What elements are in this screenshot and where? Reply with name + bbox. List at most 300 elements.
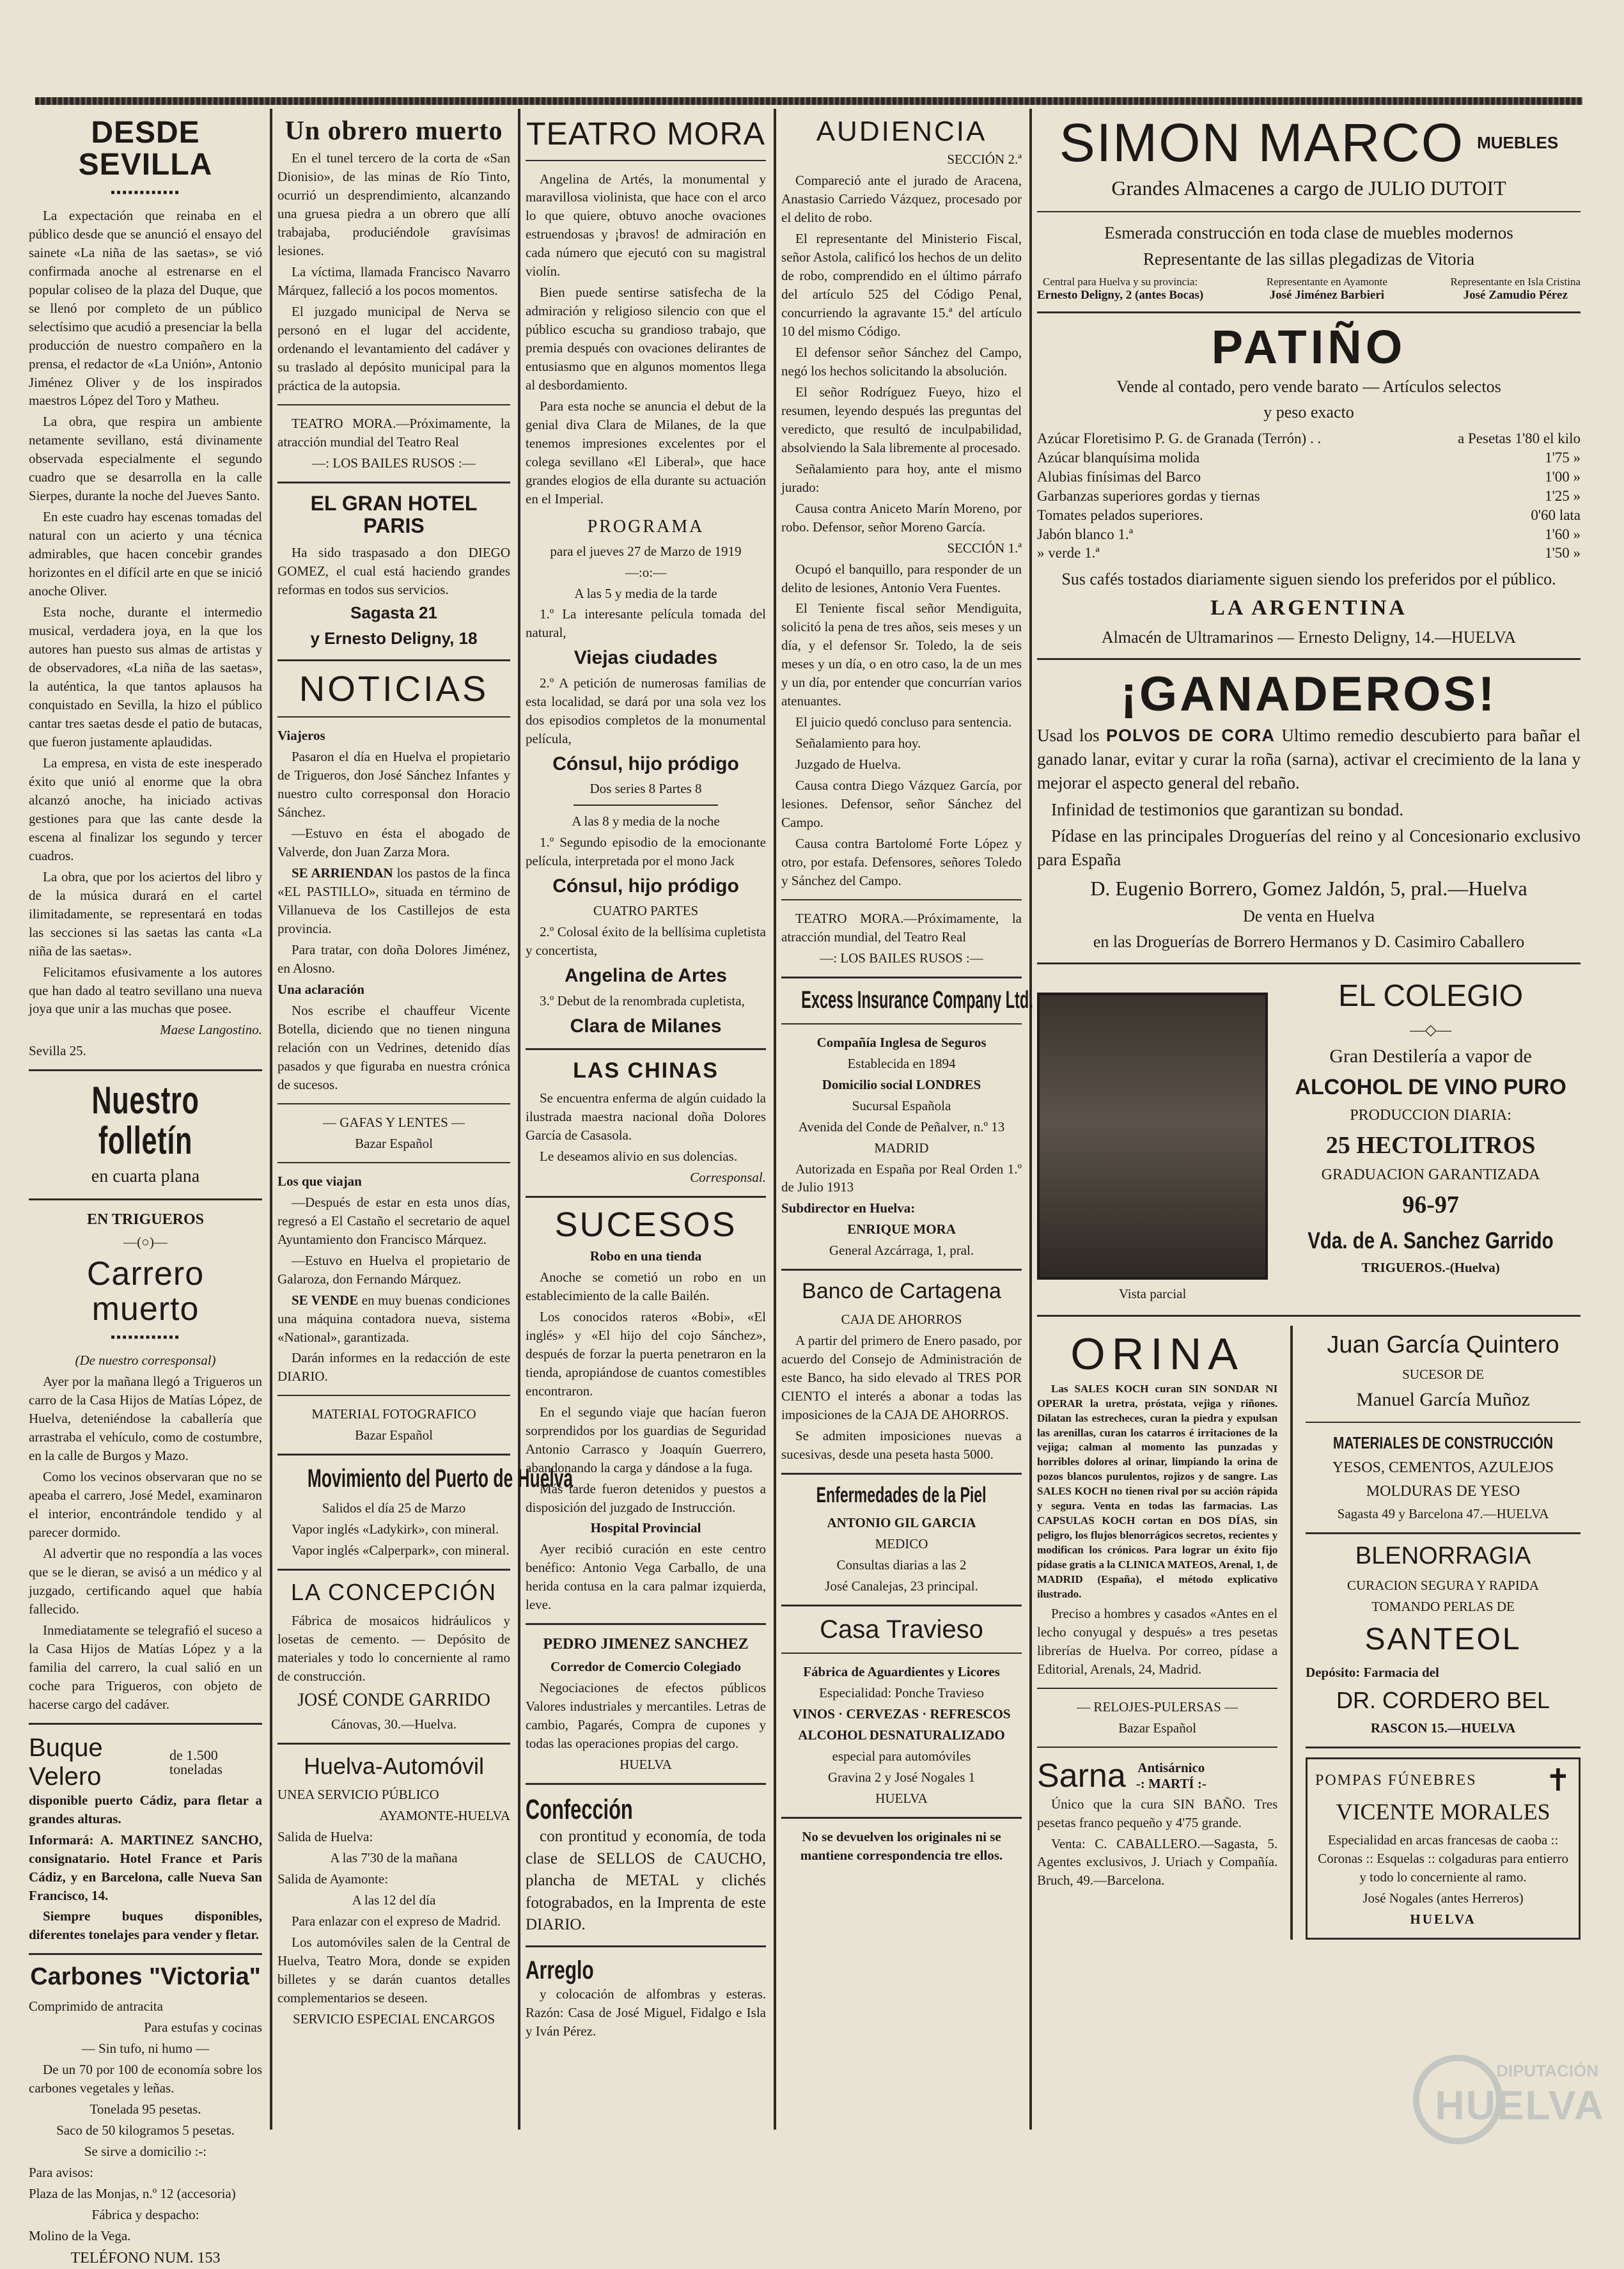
ad-line-text: Vda. de A. Sanchez Garrido xyxy=(1308,1227,1554,1253)
divider xyxy=(781,899,1022,900)
paragraph: El señor Rodríguez Fueyo, hizo el resumen, leyendo después las preguntas del veredicto, que resultó de inculpabilidad, absolviendo la Sala libremente al procesado. xyxy=(781,384,1022,455)
paragraph: El juicio quedó concluso para sentencia. xyxy=(795,714,1012,730)
program-note: Dos series 8 Partes 8 xyxy=(589,781,702,797)
ad-line: Subdirector en Huelva: xyxy=(781,1200,916,1216)
ad-line: Plaza de las Monjas, n.º 12 (accesoria) xyxy=(29,2185,236,2201)
paragraph: Darán informes en la redacción de este DIARIO. xyxy=(277,1350,510,1385)
paragraph: Infinidad de testimonios que garantizan su bondad. xyxy=(1051,799,1404,819)
ad-line: Cánovas, 30.—Huelva. xyxy=(331,1716,457,1732)
column-rule xyxy=(1290,1326,1293,1939)
paragraph: —Después de estar en esta unos días, regresó a El Castaño el secretario de aquel Ayuntamiento don Francisco Márquez. xyxy=(277,1194,510,1247)
paragraph: TEATRO MORA.—Próximamente, la atracción mundial, del Teatro Real xyxy=(781,911,1022,945)
ad-line: VICENTE MORALES xyxy=(1336,1798,1550,1825)
ad-line: José Nogales (antes Herreros) xyxy=(1362,1890,1524,1906)
photo-caption: Vista parcial xyxy=(1118,1286,1187,1302)
price-item-name: Azúcar blanquísima molida xyxy=(1037,449,1200,466)
address: y Ernesto Deligny, 18 xyxy=(310,628,478,648)
divider xyxy=(277,1454,510,1456)
ad-title: Huelva-Automóvil xyxy=(303,1753,485,1780)
paragraph: La víctima, llamada Francisco Navarro Márquez, falleció a los pocos momentos. xyxy=(277,263,510,298)
paragraph: Vapor inglés «Ladykirk», con mineral. xyxy=(292,1521,499,1537)
price-item-price: 1'25 » xyxy=(1545,487,1581,504)
divider xyxy=(29,1953,262,1955)
rep-label: Representante en Isla Cristina xyxy=(1450,275,1581,288)
ad-line: General Azcárraga, 1, pral. xyxy=(829,1243,974,1259)
price-item-price: 1'50 » xyxy=(1545,545,1581,561)
paragraph: Felicitamos efusivamente a los autores que han dado al teatro sevillano una nueva joya que unir a las muchas que posee. xyxy=(29,964,262,1017)
product-name: POLVOS DE CORA xyxy=(1105,725,1275,745)
divider xyxy=(1037,962,1581,964)
paragraph: Negociaciones de efectos públicos Valores industriales y mercantiles. Letras de cambio, Pagarés, Compra de cupones y todas las operaciones propias del cargo. xyxy=(526,1680,766,1752)
paragraph-text: Usad los xyxy=(1037,725,1106,745)
paragraph: Venta: C. CABALLERO.—Sagasta, 5. Agentes exclusivos, J. Uriach y Compañía. Bruch, 49.—Barcelona. xyxy=(1037,1835,1278,1888)
paragraph xyxy=(277,1291,510,1347)
paragraph: En el segundo viaje que hacían fueron sorprendidos por los guardias de Seguridad Antonio Carrasco y Joaquín Guerrero, abandonando la carga y dándose a la fuga. xyxy=(526,1404,766,1475)
paragraph: En este cuadro hay escenas tomadas del natural con un acierto y una técnica admirables, que hacen concebir grandes horizontes en el difícil arte en que se inició anoche Oliver. xyxy=(29,509,262,599)
ad-line: ENRIQUE MORA xyxy=(847,1221,956,1237)
ad-line: A las 12 del día xyxy=(352,1892,436,1908)
divider xyxy=(1306,1422,1581,1423)
paragraph: Ayer por la mañana llegó a Trigueros un carro de la Casa Hijos de Matías López, de Huelva, deteniéndose la caballería que arrastraba el vehículo, como de costumbre, en la calle de Burgos y Mazo. xyxy=(29,1374,262,1464)
kicker: EN TRIGUEROS xyxy=(87,1211,204,1228)
ad-line: Comprimido de antracita xyxy=(29,1998,163,2014)
divider xyxy=(781,1605,1022,1606)
article-title: Un obrero muerto xyxy=(285,116,503,146)
ad-title: SIMON MARCO xyxy=(1059,113,1465,173)
ad-line: Depósito: Farmacia del xyxy=(1306,1665,1439,1681)
paragraph-text: los pastos de la finca «EL PASTILLO», situada en término de Villanueva de los Castillejos de esta provincia. xyxy=(277,865,510,937)
program-item: 2.º Colosal éxito de la bellísima cupletista y concertista, xyxy=(526,924,766,959)
paragraph: Se encuentra enferma de algún cuidado la ilustrada maestra nacional doña Dolores García de Casasola. xyxy=(526,1090,766,1143)
program-session: A las 5 y media de la tarde xyxy=(574,585,717,601)
ad-line: PRODUCCION DIARIA: xyxy=(1350,1106,1511,1124)
divider xyxy=(277,716,510,718)
ad-line: Bazar Español xyxy=(355,1427,433,1443)
paragraph: Para tratar, con doña Dolores Jiménez, en Alosno. xyxy=(277,942,510,977)
ad-line: Salida de Huelva: xyxy=(277,1828,373,1844)
column-5 xyxy=(1037,112,1581,2142)
price-item-name: Jabón blanco 1.ª xyxy=(1037,526,1134,542)
ad-sub: MUEBLES xyxy=(1477,133,1559,152)
ad-line: UNEA SERVICIO PÚBLICO xyxy=(277,1786,439,1802)
ad-title: Arreglo xyxy=(526,1956,594,1984)
paragraph: TEATRO MORA.—Próximamente, la atracción mundial del Teatro Real xyxy=(277,415,510,450)
ad-line: en las Droguerías de Borrero Hermanos y D. Casimiro Caballero xyxy=(1093,932,1525,952)
paragraph: Los conocidos rateros «Bobi», «El inglés» y «El hijo del cojo Sánchez», después de forzar la puerta penetraron en la tienda, apropiándose de cuantos comestibles encontraron. xyxy=(526,1308,766,1399)
ad-line: DR. CORDERO BEL xyxy=(1336,1687,1550,1714)
divider xyxy=(1306,1747,1581,1748)
subhead: Robo en una tienda xyxy=(589,1248,702,1264)
watermark-text: HUELVA xyxy=(1435,2082,1605,2128)
ad-line: Especialidad: Ponche Travieso xyxy=(819,1684,984,1700)
divider xyxy=(1037,658,1581,660)
price-item-price: 1'75 » xyxy=(1545,449,1581,466)
paragraph: Nos escribe el chauffeur Vicente Botella, diciendo que no tienen ninguna relación con un Vedrines, detenido días pasados y que figuraba en nuestra crónica de sucesos. xyxy=(277,1002,510,1092)
ad-line: Esmerada construcción en toda clase de muebles modernos xyxy=(1104,223,1513,243)
price-item-price: 0'60 lata xyxy=(1531,506,1581,523)
price-item-price: 1'60 » xyxy=(1545,526,1581,542)
signature: Maese Langostino. xyxy=(160,1022,262,1038)
ad-line: Se sirve a domicilio :-: xyxy=(84,2144,207,2159)
ad-line: ALCOHOL DESNATURALIZADO xyxy=(798,1727,1005,1743)
paragraph: Causa contra Diego Vázquez García, por lesiones. Defensor, señor Sánchez del Campo. xyxy=(781,778,1022,831)
ad-line: TOMANDO PERLAS DE xyxy=(1371,1599,1515,1615)
paragraph: Juzgado de Huelva. xyxy=(795,757,902,773)
column-1 xyxy=(29,112,262,2266)
ad-title: Casa Travieso xyxy=(820,1615,983,1644)
ad-line: Molino de la Vega. xyxy=(29,2227,131,2243)
price-row xyxy=(1037,506,1581,525)
program-item: 1.º Segundo episodio de la emocionante película, interpretada por el mono Jack xyxy=(526,835,766,868)
subhead: Hospital Provincial xyxy=(590,1520,701,1536)
film-title: Viejas ciudades xyxy=(574,647,718,669)
subhead: Los que viajan xyxy=(277,1173,362,1189)
ad-line: Fábrica de Aguardientes y Licores xyxy=(803,1663,1000,1679)
ad-title: Banco de Cartagena xyxy=(802,1279,1001,1304)
paragraph: —Estuvo en ésta el abogado de Valverde, don Juan Zarza Mora. xyxy=(277,826,510,860)
program-item: 3.º Debut de la renombrada cupletista, xyxy=(540,993,745,1009)
ad-title: Buque Velero xyxy=(29,1733,103,1791)
paragraph: disponible puerto Cádiz, para fletar a grandes alturas. xyxy=(29,1792,262,1826)
library-watermark xyxy=(1413,2036,1605,2163)
ad-line: Sagasta 49 y Barcelona 47.—HUELVA xyxy=(1337,1506,1549,1522)
right-ads xyxy=(1306,1326,1581,1939)
ad-title: ¡GANADEROS! xyxy=(1120,666,1497,721)
ad-line: Almacén de Ultramarinos — Ernesto Deligny, 14.—HUELVA xyxy=(1101,628,1517,647)
byline: (De nuestro corresponsal) xyxy=(75,1353,216,1369)
arreglo-ad xyxy=(526,1956,766,2041)
program-item: 1.º La interesante película tomada del natural, xyxy=(526,606,766,641)
price-item-name: » verde 1.ª xyxy=(1037,545,1100,561)
ad-line: — RELOJES-PULERSAS — xyxy=(1077,1699,1238,1715)
ad-line: Autorizada en España por Real Orden 1.º de Julio 1913 xyxy=(781,1161,1022,1195)
ad-line: JOSÉ CONDE GARRIDO xyxy=(297,1690,490,1710)
subhead: SECCIÓN 2.ª xyxy=(947,152,1022,168)
article-title: Carrero muerto xyxy=(86,1255,205,1328)
paragraph: El representante del Ministerio Fiscal, señor Astola, calificó los hechos de un delito de robo, comprendido en el último párrafo del artículo 525 del Código Penal, concurriendo la agravante 15.ª del artículo 10 del mismo Código. xyxy=(781,231,1022,339)
ad-line: Consultas diarias a las 2 xyxy=(836,1557,967,1573)
column-4 xyxy=(781,112,1033,2142)
divider xyxy=(781,1023,1022,1025)
ad-line: MATERIAL FOTOGRAFICO xyxy=(311,1406,476,1422)
divider xyxy=(277,1395,510,1396)
paragraph: El Teniente fiscal señor Mendiguita, solicitó la pena de tres años, seis meses y un día, y el defensor Sr. Toledo, la de seis meses y un día, o en otro caso, la de un mes y un día, por entender que concurrían varios atenuantes. xyxy=(781,601,1022,709)
ad-line: Sus cafés tostados diariamente siguen siendo los preferidos por el público. xyxy=(1061,570,1556,589)
subhead: SECCIÓN 1.ª xyxy=(947,540,1022,556)
column-rule xyxy=(774,109,776,2130)
paragraph: El juzgado municipal de Nerva se personó en el lugar del accidente, ordenando el levantamiento del cadáver y su traslado al depósito municipal para la práctica de la autopsia. xyxy=(277,303,510,393)
program-title: PROGRAMA xyxy=(587,516,705,537)
ad-line: 96-97 xyxy=(1402,1191,1459,1219)
ad-line: Salida de Ayamonte: xyxy=(277,1871,389,1887)
ad-title-text: Enfermedades de la Piel xyxy=(816,1482,987,1507)
divider xyxy=(1037,1747,1277,1748)
cross-icon: ✝ xyxy=(1545,1763,1571,1798)
ad-title: BLENORRAGIA xyxy=(1355,1543,1531,1570)
folletin-title-text: Nuestro folletín xyxy=(91,1079,199,1163)
ad-line: — GAFAS Y LENTES — xyxy=(322,1114,465,1130)
editorial-note: No se devuelven los originales ni se mantiene correspondencia tre ellos. xyxy=(800,1828,1003,1863)
ad-title xyxy=(781,986,1033,1014)
confeccion-ad xyxy=(526,1794,766,1826)
ad-line: Domicilio social LONDRES xyxy=(822,1076,981,1092)
price-item-name: Garbanzas superiores gordas y tiernas xyxy=(1037,487,1260,504)
ad-line: Tonelada 95 pesetas. xyxy=(90,2101,201,2117)
paragraph: Pídase en las principales Droguerías del reino y al Concesionario exclusivo para España xyxy=(1037,826,1581,870)
ad-title: EL GRAN HOTEL PARIS xyxy=(310,491,478,537)
divider xyxy=(29,1198,262,1200)
paragraph: Vapor inglés «Calperpark», con mineral. xyxy=(292,1543,510,1558)
ornament: —:o:— xyxy=(625,564,667,580)
paragraph: con prontitud y economía, de toda clase de SELLOS de CAUCHO, plancha de METAL y clichés fotograbados, en la Imprenta de este DIARIO. xyxy=(526,1828,766,1934)
paragraph: La empresa, en vista de este inesperado éxito que unió al enorme que la obra alcanzó anoche, ha iniciado activas gestiones para que las cante desde la escena al finalizar los segundo y tercer cuadros. xyxy=(29,755,262,863)
article-title-text: Movimiento del Puerto de Huelva xyxy=(307,1464,574,1493)
photo-block xyxy=(1037,973,1268,1306)
left-ads xyxy=(1037,1326,1277,1939)
price-item-name: Alubias finísimas del Barco xyxy=(1037,468,1201,485)
divider xyxy=(526,1196,766,1198)
paragraph: Ayer recibió curación en este centro benéfico: Antonio Vega Carballo, de una herida contusa en la cara palmar izquierda, leve. xyxy=(526,1541,766,1613)
ad-line: CURACION SEGURA Y RAPIDA xyxy=(1347,1578,1540,1594)
paragraph: Fábrica de mosaicos hidráulicos y losetas de cemento. — Depósito de materiales y todo lo concerniente al ramo de construcción. xyxy=(277,1612,510,1684)
ad-line xyxy=(1281,1225,1581,1257)
program-date: para el jueves 27 de Marzo de 1919 xyxy=(550,543,742,559)
ad-title: PEDRO JIMENEZ SANCHEZ xyxy=(543,1636,749,1653)
ad-line: Para avisos: xyxy=(29,2164,93,2180)
ad-line: Representante de las sillas plegadizas de Vitoria xyxy=(1143,249,1475,269)
ad-line: De un 70 por 100 de economía sobre los carbones vegetales y leñas. xyxy=(29,2062,262,2096)
watermark-text: DIPUTACIÓN xyxy=(1496,2061,1598,2080)
rep-1 xyxy=(1037,276,1203,302)
film-title: Cónsul, hijo pródigo xyxy=(552,753,739,774)
ad-title-text: Excess Insurance Company Ltd. xyxy=(801,986,1033,1014)
ad-line: José Canalejas, 23 principal. xyxy=(825,1578,978,1594)
paragraph: Más tarde fueron detenidos y puestos a disposición del juzgado de Instrucción. xyxy=(526,1480,766,1515)
divider xyxy=(781,1269,1022,1271)
ad-line: SUCESOR DE xyxy=(1402,1366,1484,1382)
ad-line: Gravina 2 y José Nogales 1 xyxy=(827,1769,976,1785)
price-item-name: Tomates pelados superiores. xyxy=(1037,506,1203,523)
paragraph: Preciso a hombres y casados «Antes en el lecho conyugal y después» a tres pesetas librerías de Huelva. Por correo, pídase a Editorial, Arenals, 24, Madrid. xyxy=(1037,1605,1278,1677)
ad-line: TRIGUEROS.-(Huelva) xyxy=(1361,1260,1500,1276)
divider xyxy=(1037,1688,1277,1689)
ad-line: D. Eugenio Borrero, Gomez Jaldón, 5, pral.—Huelva xyxy=(1090,877,1527,900)
ad-line: TELÉFONO NUM. 153 xyxy=(70,2249,221,2266)
divider xyxy=(526,160,766,161)
paragraph xyxy=(1037,724,1581,796)
divider xyxy=(574,805,718,806)
article-title: LAS CHINAS xyxy=(573,1058,719,1083)
sarna-header xyxy=(1037,1757,1277,1795)
article-title: DESDE SEVILLA xyxy=(78,116,213,182)
rep-name: José Jiménez Barbieri xyxy=(1269,288,1385,302)
divider xyxy=(1037,211,1581,212)
paragraph: Esta noche, durante el intermedio musical, verdadera joya, en la que los autores han puesto sus almas de artistas y de observadores, «La niña de las saetas», la auténtica, la que tantos aplausos ha conquistado en Sevilla, la hizo el público cantar tres saetas desde el patio de butacas, que fueron justamente aplaudidas. xyxy=(29,604,262,750)
column-rule xyxy=(518,109,520,2130)
program-item: 2.º A petición de numerosas familias de esta localidad, se dará por una sola vez los dos episodios completos de la monumental película, xyxy=(526,675,766,746)
folletin-sub: en cuarta plana xyxy=(91,1166,200,1187)
section-title: SUCESOS xyxy=(554,1205,737,1244)
divider xyxy=(526,1783,766,1785)
paragraph: Señalamiento para hoy. xyxy=(795,735,921,751)
divider xyxy=(277,1162,510,1163)
ad-line: HUELVA xyxy=(875,1790,928,1806)
rep-label: Representante en Ayamonte xyxy=(1266,275,1387,288)
paragraph-text: en muy buenas condiciones una máquina contadora nueva, sistema «National», garantizada. xyxy=(277,1292,510,1345)
ad-line: Bazar Español xyxy=(1118,1720,1197,1736)
paragraph: Las SALES KOCH curan SIN SONDAR NI OPERAR la uretra, próstata, vejiga y riñones. Dilatan las estrecheces, curan la piedra y expulsan las arenillas, curan los catarros é irritaciones de la vejiga; calman al momento las punzadas y horribles dolores al orinar, limpiando la orina de pozos blancos purulentos, rojizos y de sangre. Las SALES KOCH no tienen rival por su acción rápida y segura. Venta en todas las farmacias. Las CAPSULAS KOCH cortan en DOS DÍAS, sin peligro, los flujos blenorrágicos secretos, recientes y modifican los crónicos. Para lograr un éxito fijo pídase gratis a la CLINICA MATEOS, Arenal, 1, de MADRID (España), el método explicativo ilustrado. xyxy=(1037,1382,1278,1600)
address: Sagasta 21 xyxy=(350,602,437,622)
ad-line: Sucursal Española xyxy=(852,1097,951,1113)
column-rule xyxy=(270,109,272,2130)
ad-line: Para enlazar con el expreso de Madrid. xyxy=(292,1913,501,1929)
ad-line-text: MATERIALES DE CONSTRUCCIÓN xyxy=(1333,1433,1554,1453)
paragraph: Le deseamos alivio en sus dolencias. xyxy=(540,1149,738,1165)
divider xyxy=(29,1069,262,1071)
paragraph: El defensor señor Sánchez del Campo, negó los hechos solicitando la absolución. xyxy=(781,344,1022,379)
ad-line: Para estufas y cocinas xyxy=(144,2020,262,2036)
paragraph: A partir del primero de Enero pasado, por acuerdo del Consejo de Administración de este Banco, ha sido elevado al TRES POR CIENTO el interés a abonar a todas las imposiciones de la CAJA DE AHORROS. xyxy=(781,1332,1022,1422)
ad-line: Saco de 50 kilogramos 5 pesetas. xyxy=(56,2123,235,2139)
ad-line: CAJA DE AHORROS xyxy=(841,1311,962,1327)
ad-line xyxy=(1306,1432,1581,1455)
paragraph: Inmediatamente se telegrafió el suceso a la Casa Hijos de Matías López y a la familia del carrero, la cual salió en un coche para Trigueros, con objeto de hacerse cargo del cadáver. xyxy=(29,1622,262,1712)
paragraph: Al advertir que no respondía a las voces que se le dieran, se avisó a un médico y al juzgado, certificando aquel que había fallecido. xyxy=(29,1545,262,1617)
ad-line: Avenida del Conde de Peñalver, n.º 13 xyxy=(798,1119,1005,1134)
ad-line: YESOS, CEMENTOS, AZULEJOS xyxy=(1332,1459,1554,1477)
carbones-ad xyxy=(29,1964,262,2269)
ad-line: MEDICO xyxy=(875,1535,928,1551)
paragraph: Único que la cura SIN BAÑO. Tres pesetas franco pequeño y 4'75 grande. xyxy=(1037,1796,1278,1830)
ad-line: MADRID xyxy=(874,1140,929,1156)
ad-line: Gran Destilería a vapor de xyxy=(1329,1046,1532,1067)
ad-line: Bazar Español xyxy=(355,1135,433,1151)
rep-label: Central para Huelva y su provincia: xyxy=(1043,275,1198,288)
ad-line: Establecida en 1894 xyxy=(847,1055,956,1071)
paragraph: Especialidad en arcas francesas de caoba :: Coronas :: Esquelas :: colgaduras para entierro y todo lo concerniente al ramo. xyxy=(1318,1832,1568,1885)
dateline: Sevilla 25. xyxy=(29,1043,86,1059)
colegio-text xyxy=(1281,973,1581,1306)
ad-line: Antisárnico xyxy=(1137,1759,1205,1775)
price-row xyxy=(1037,448,1581,467)
paragraph: y colocación de alfombras y esteras. Razón: Casa de José Miguel, Fidalgo e Isla y Iván Pérez. xyxy=(526,1986,766,2039)
divider xyxy=(29,1723,262,1725)
ad-line: Fábrica y despacho: xyxy=(91,2206,199,2222)
price-row xyxy=(1037,429,1581,448)
ad-title xyxy=(781,1484,1022,1507)
ornament: —◇— xyxy=(1410,1021,1452,1039)
folletin-title xyxy=(29,1080,262,1161)
divider xyxy=(526,1623,766,1625)
price-row xyxy=(1037,487,1581,506)
paragraph: Siempre buques disponibles, diferentes tonelajes para vender y fletar. xyxy=(29,1908,262,1943)
top-rule xyxy=(35,97,1582,105)
paragraph: Salidos el día 25 de Marzo xyxy=(322,1500,466,1516)
ad-line: A las 7'30 de la mañana xyxy=(330,1849,458,1865)
paragraph: La obra, que por los aciertos del libro y de la música durará en el cartel ilimitadamente, se representará en todas las secciones si las saetas las canta «La niña de las saetas». xyxy=(29,868,262,959)
program-session: A las 8 y media de la noche xyxy=(572,813,720,829)
ad-title: LA CONCEPCIÓN xyxy=(290,1579,497,1606)
lead-word: SE ARRIENDAN xyxy=(292,865,393,881)
distillery-photo xyxy=(1037,993,1268,1280)
simon-marco-header xyxy=(1037,112,1581,174)
divider xyxy=(781,1817,1022,1819)
ornament: ▪▪▪▪▪▪▪▪▪▪▪▪ xyxy=(110,185,181,200)
subhead: Una aclaración xyxy=(277,982,364,998)
ad-title: LA ARGENTINA xyxy=(1210,596,1407,620)
divider xyxy=(781,977,1022,978)
ad-line: AYAMONTE-HUELVA xyxy=(379,1807,510,1823)
ad-line: Manuel García Muñoz xyxy=(1356,1388,1530,1410)
ad-line: De venta en Huelva xyxy=(1243,907,1375,926)
paragraph: Ha sido traspasado a don DIEGO GOMEZ, el cual está haciendo grandes reformas en todos sus servicios. xyxy=(277,544,510,597)
divider xyxy=(277,1103,510,1104)
ad-line: — Sin tufo, ni humo — xyxy=(81,2041,210,2057)
ad-line: GRADUACION GARANTIZADA xyxy=(1321,1166,1540,1184)
price-row xyxy=(1037,544,1581,563)
rep-name: José Zamudio Pérez xyxy=(1463,288,1568,302)
divider xyxy=(1037,1315,1581,1317)
colegio-ad xyxy=(1037,973,1581,1306)
paragraph: Como los vecinos observaran que no se apeaba el carrero, José Medel, examinaron el interior, encontrándole tendido y al parecer dormido. xyxy=(29,1469,262,1540)
paragraph: Angelina de Artés, la monumental y maravillosa violinista, que hace con el arco lo que quiere, obtuvo anoche ovaciones estruendosas y ¡bravos! de admiración en cada número que ejecutó con su magistral violín. xyxy=(526,171,766,279)
paragraph: Causa contra Aniceto Marín Moreno, por robo. Defensor, señor Moreno García. xyxy=(781,500,1022,535)
ad-line: Los automóviles salen de la Central de Huelva, Teatro Mora, donde se expiden billetes y se darán cuantos detalles complementarios se deseen. xyxy=(277,1934,510,2006)
buque-ad xyxy=(29,1734,262,1945)
program-note: CUATRO PARTES xyxy=(593,903,699,919)
ad-line: ALCOHOL DE VINO PURO xyxy=(1295,1074,1566,1099)
price-item-name: Azúcar Floretisimo P. G. de Granada (Terrón) . . xyxy=(1037,430,1322,447)
subhead: Viajeros xyxy=(277,728,325,744)
ad-title: POMPAS FÚNEBRES xyxy=(1315,1772,1477,1789)
divider xyxy=(1037,311,1581,313)
paragraph: Pasaron el día en Huelva el propietario de Trigueros, don José Sánchez Infantes y nuestro culto corresponsal don Horacio Sánchez. xyxy=(277,749,510,820)
divider xyxy=(526,1048,766,1050)
divider xyxy=(277,1743,510,1745)
ad-title: PATIÑO xyxy=(1211,320,1407,373)
paragraph: Informará: A. MARTINEZ SANCHO, consignatario. Hotel France et Paris Cádiz, y en Barcelona, calle Nueva San Francisco, 14. xyxy=(29,1832,262,1903)
rep-name: Ernesto Deligny, 2 (antes Bocas) xyxy=(1037,288,1204,302)
paragraph: Causa contra Bartolomé Forte López y otro, por estafa. Defensores, señores Toledo y Sánchez del Campo. xyxy=(781,836,1022,889)
column-rule xyxy=(1029,109,1032,2130)
ad-line: SERVICIO ESPECIAL ENCARGOS xyxy=(292,2011,496,2027)
price-row xyxy=(1037,467,1581,487)
article-title: TEATRO MORA xyxy=(526,116,765,152)
ad-line: ANTONIO GIL GARCIA xyxy=(827,1514,976,1530)
ad-line: Grandes Almacenes a cargo de JULIO DUTOIT xyxy=(1111,177,1506,200)
ad-tons: de 1.500 toneladas xyxy=(169,1747,223,1777)
ad-line: especial para automóviles xyxy=(832,1748,971,1764)
price-item-price: 1'00 » xyxy=(1545,468,1581,485)
lower-ads xyxy=(1037,1326,1581,1939)
ad-title: Juan García Quintero xyxy=(1327,1331,1559,1359)
paragraph: Señalamiento para hoy, ante el mismo jurado: xyxy=(781,460,1022,495)
pompas-funebres-ad xyxy=(1306,1757,1581,1940)
paragraph: Compareció ante el jurado de Aracena, Anastasio Carriedo Vázquez, procesado por el delito de robo. xyxy=(781,173,1022,226)
signature: Corresponsal. xyxy=(690,1170,766,1186)
price-item-price: a Pesetas 1'80 el kilo xyxy=(1458,430,1581,447)
paragraph: Ocupó el banquillo, para responder de un delito de lesiones, Antonio Vera Fuentes. xyxy=(781,561,1022,595)
sarna-brand xyxy=(1136,1760,1206,1792)
artist-name: Angelina de Artes xyxy=(565,965,727,987)
ad-title: Sarna xyxy=(1037,1757,1126,1794)
ad-line: Compañía Inglesa de Seguros xyxy=(816,1034,987,1050)
ad-line: Corredor de Comercio Colegiado xyxy=(550,1659,742,1675)
price-list xyxy=(1037,429,1581,563)
paragraph: Bien puede sentirse satisfecha de la admiración y religioso silencio con que el público escucha su grandioso trabajo, que premia después con ovaciones delirantes de entusiasmo que en algunos momentos llega al desbordamiento. xyxy=(526,285,766,393)
divider xyxy=(781,1473,1022,1475)
ad-line: RASCON 15.—HUELVA xyxy=(1370,1720,1516,1736)
